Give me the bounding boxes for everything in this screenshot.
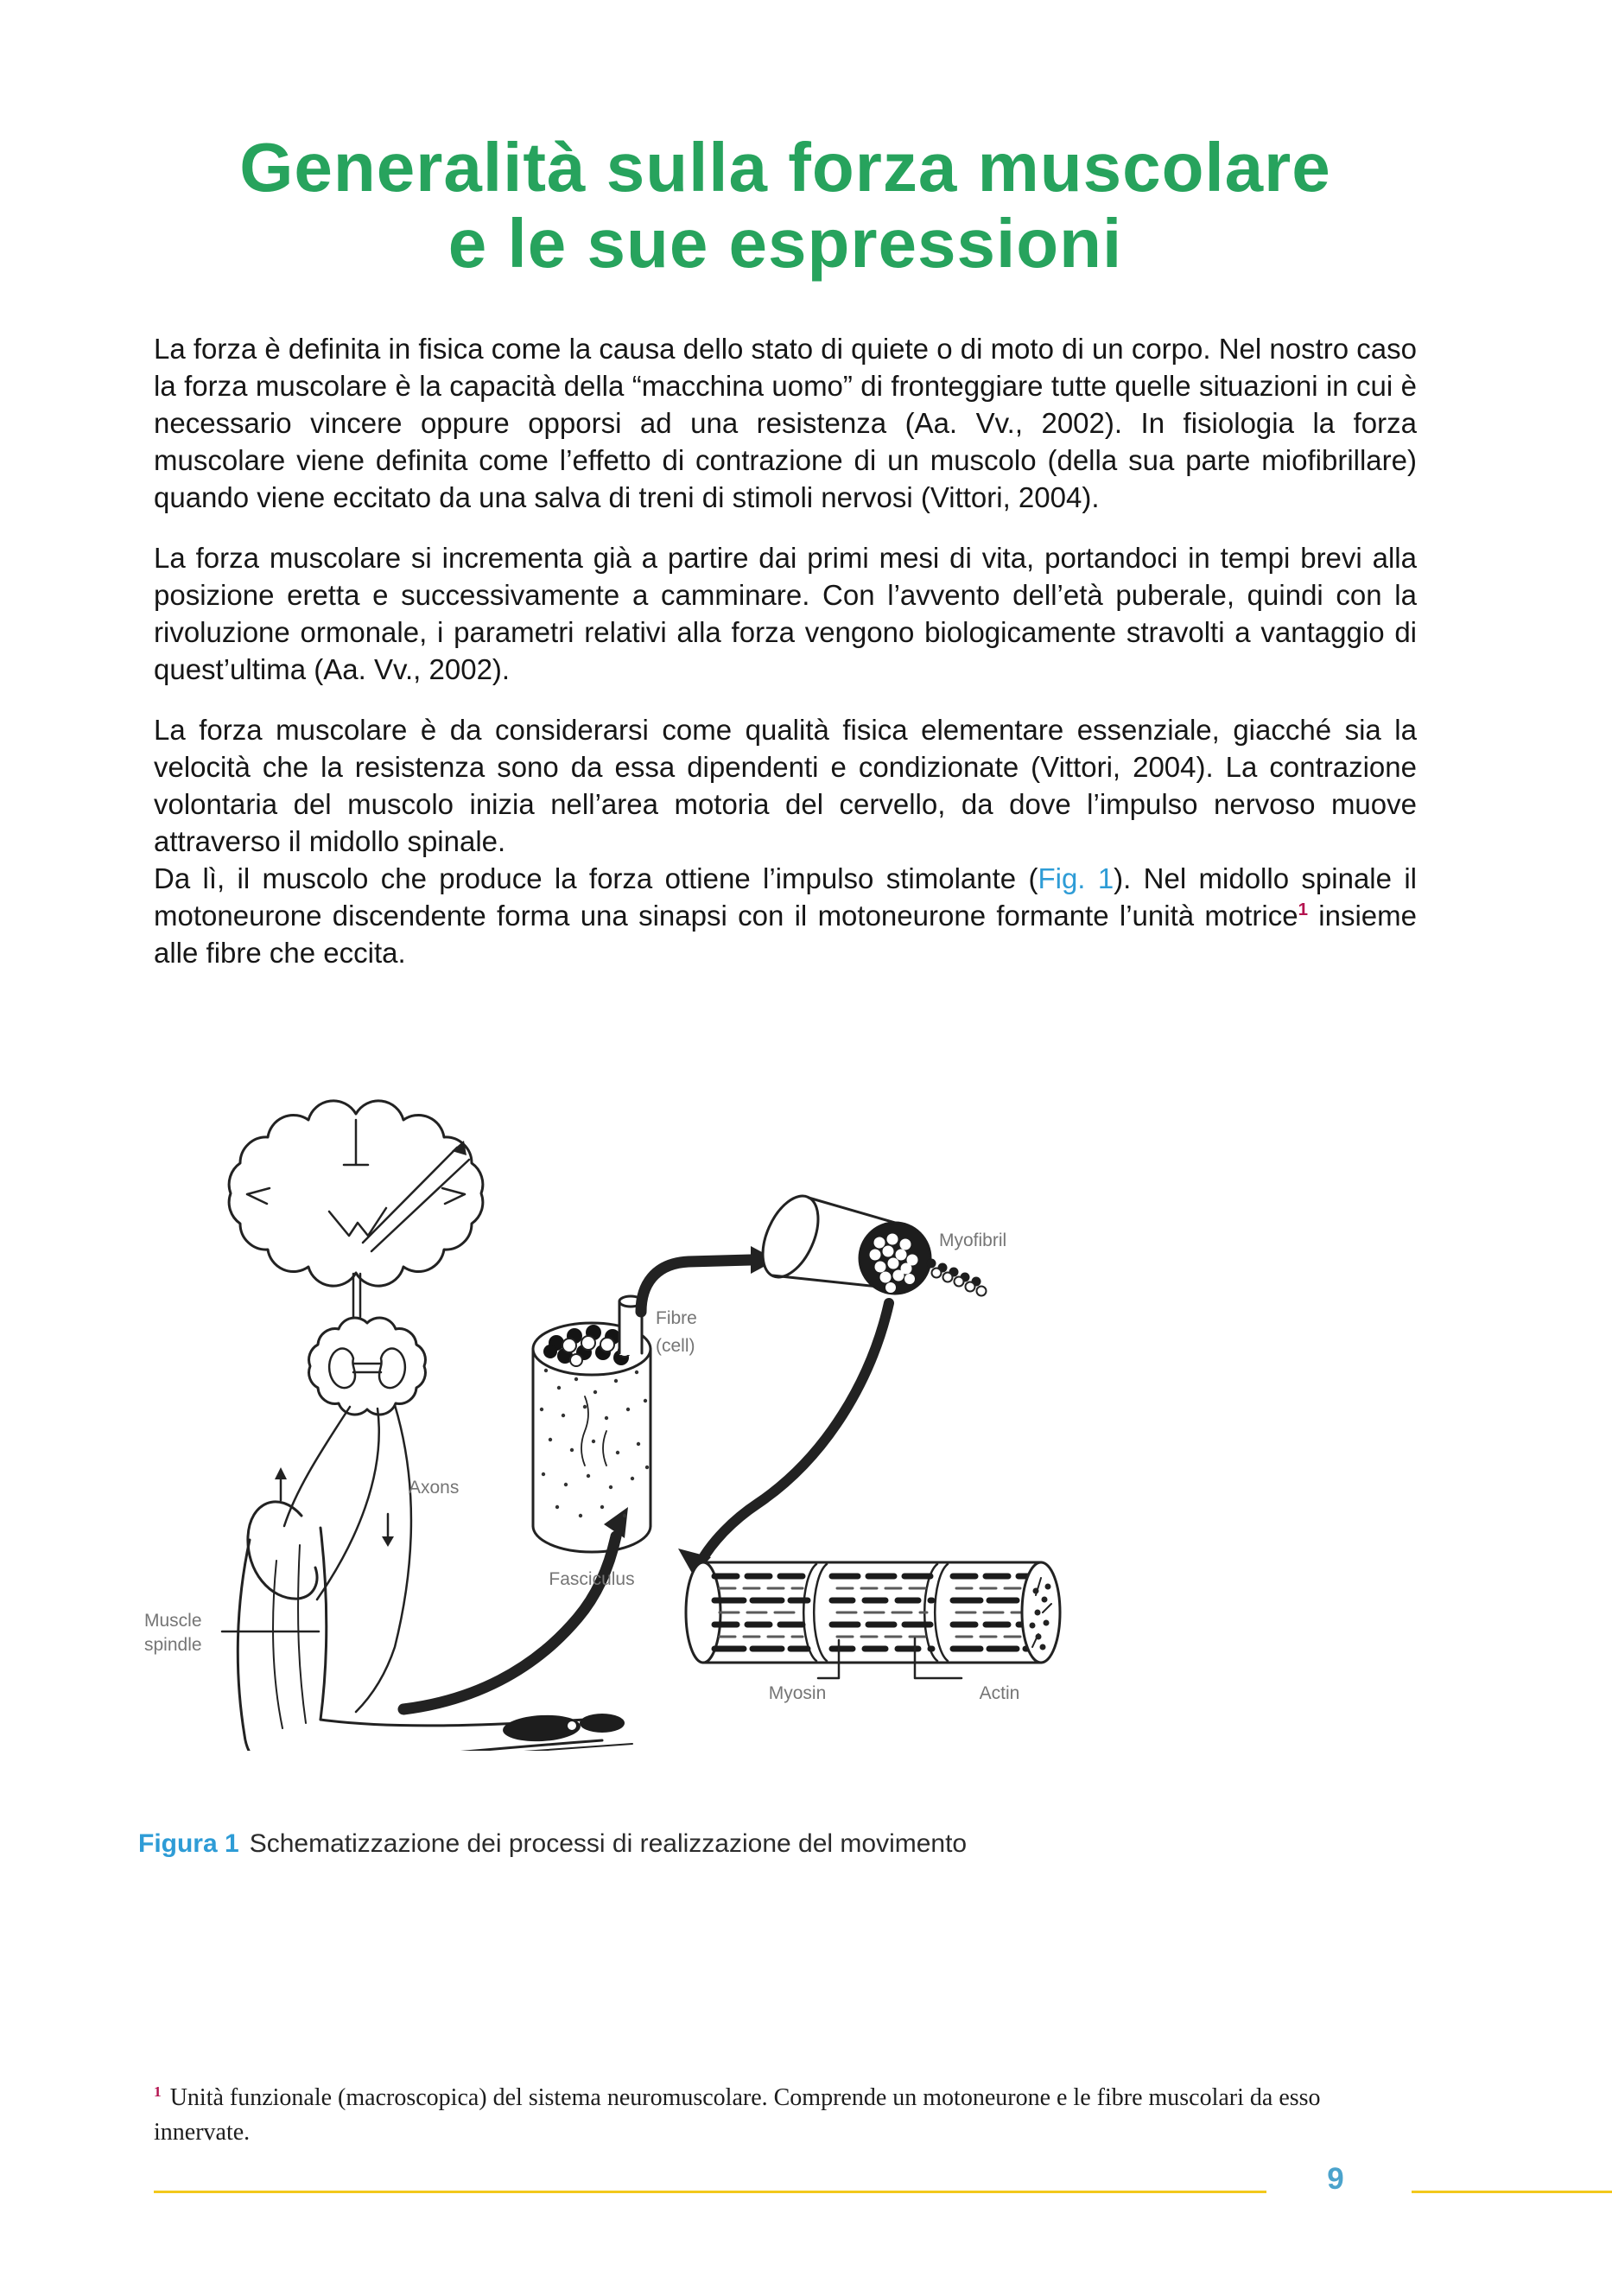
fibre-label-line1: Fibre: [656, 1308, 697, 1328]
fibre-cell-illustration: [619, 1296, 697, 1356]
footnote-1-marker-inline: 1: [1298, 900, 1308, 919]
fasciculus-illustration: [533, 1323, 651, 1589]
fig-1-reference[interactable]: Fig. 1: [1038, 862, 1114, 894]
page-title-line1: Generalità sulla forza muscolare: [239, 129, 1331, 206]
footer-rule-right: [1412, 2191, 1612, 2193]
muscle-spindle-label-line2: spindle: [144, 1635, 202, 1655]
footnote-1-text: Unità funzionale (macroscopica) del sistema neuromuscolare. Comprende un motoneurone e le fibre muscolari da esso innervate.: [154, 2084, 1321, 2146]
arrow-muscle-to-fasciculus: [403, 1507, 628, 1709]
spinal-cord-illustration: [309, 1274, 426, 1415]
body-text: [154, 330, 1417, 971]
footnote-1-marker: 1: [154, 2083, 162, 2100]
myofibril-label: Myofibril: [939, 1231, 1007, 1250]
paragraph-1: La forza è definita in fisica come la causa dello stato di quiete o di moto di un corpo. Nel nostro caso la forza muscolare è la capacità della “macchina uomo” di fronteggiare tutte quelle situazioni in cui è necessario vincere oppure opporsi ad una resistenza (Aa. Vv., 2002). In fisiologia la forza muscolare viene definita come l’effetto di contrazione di un muscolo (della sua parte miofibrillare) quando viene eccitato da una salva di treni di stimoli nervosi (Vittori, 2004).: [154, 333, 1417, 513]
paragraph-3: La forza muscolare è da considerarsi come qualità fisica elementare essenziale, giacché sia la velocità che la resistenza sono da essa dipendenti e condizionate (Vittori, 2004). La contrazione volontaria del muscolo inizia nell’area motoria del cervello, da dove l’impulso nervoso muove attraverso il midollo spinale.: [154, 714, 1417, 857]
sarcomere-illustration: [686, 1562, 1060, 1703]
page-title-line2: e le sue espressioni: [447, 205, 1123, 282]
axons-illustration: [275, 1405, 459, 1712]
figure-1: [136, 1094, 1099, 1861]
fasciculus-label: Fasciculus: [549, 1569, 635, 1589]
figure-1-caption-text: Schematizzazione dei processi di realizzazione del movimento: [249, 1829, 968, 1858]
actin-label: Actin: [979, 1683, 1020, 1703]
myofibril-illustration: [752, 1187, 1006, 1295]
paragraph-4: Da lì, il muscolo che produce la forza ottiene l’impulso stimolante (Fig. 1). Nel midollo spinale il motoneurone discendente forma una sinapsi con il motoneurone formante l’unità motrice$^1$ insieme alle fibre che eccita.: [154, 862, 1417, 969]
arrow-fasciculus-to-myofibril: [641, 1246, 777, 1312]
fibre-label-line2: (cell): [656, 1336, 695, 1356]
muscle-spindle-label-line1: Muscle: [144, 1611, 202, 1631]
footnote-1: [154, 2081, 1398, 2150]
paragraph-2: La forza muscolare si incrementa già a partire dai primi mesi di vita, portandoci in tempi brevi alla posizione eretta e successivamente a camminare. Con l’avvento dell’età puberale, quindi con la rivoluzione ormonale, i parametri relativi alla forza vengono biologicamente stravolti a vantaggio di quest’ultima (Aa. Vv., 2002).: [154, 542, 1417, 685]
page-number: 9: [1327, 2162, 1344, 2196]
myosin-label: Myosin: [768, 1683, 827, 1703]
axons-label: Axons: [409, 1478, 460, 1498]
arrow-myofibril-to-sarcomere: [678, 1303, 889, 1576]
page-title: [154, 0, 1417, 282]
footer-rule-left: [154, 2191, 1266, 2193]
figure-1-caption-label: Figura 1: [138, 1829, 239, 1858]
figure-1-illustration: [136, 1094, 1099, 1751]
brain-illustration: [229, 1101, 483, 1286]
figure-1-caption: [138, 1827, 1099, 1861]
